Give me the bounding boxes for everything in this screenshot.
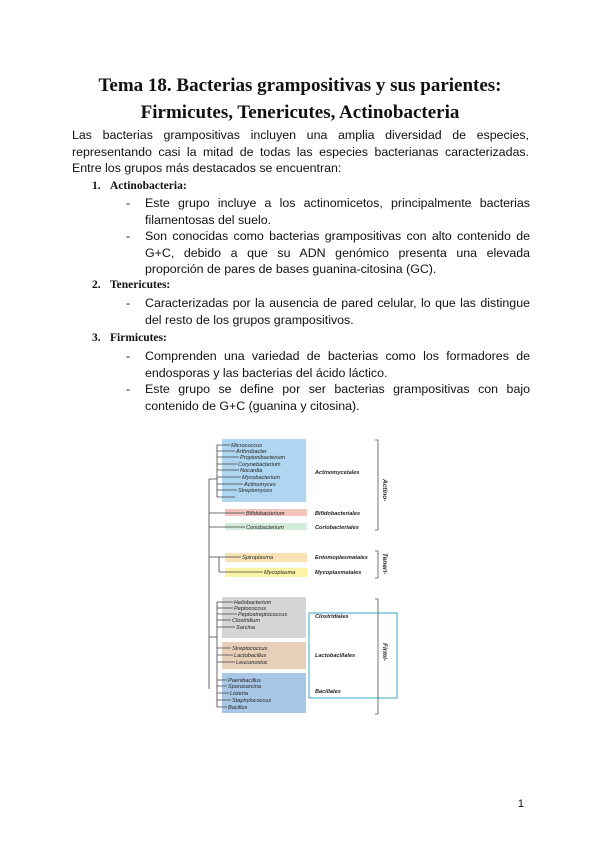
actinobacteria-bracket: [375, 440, 378, 530]
group-name: Tenericutes:: [110, 279, 171, 291]
order-label-mycoplasmatales: Mycoplasmatales: [315, 570, 362, 576]
taxon-label: Lactobacillus: [234, 653, 267, 659]
bullet-dash: -: [126, 229, 131, 243]
order-label-bacillales: Bacillales: [315, 689, 341, 695]
group-heading-actinobacteria: [92, 180, 187, 192]
phylum-label-actino: Actino-: [381, 479, 388, 502]
list-item: [126, 348, 530, 381]
firmicutes-bracket: [375, 599, 378, 714]
group-number: 2.: [92, 279, 101, 291]
list-item: [126, 228, 530, 278]
phylum-label-teneri: Teneri-: [381, 553, 388, 575]
bullet-dash: -: [126, 382, 131, 396]
list-item: [126, 295, 530, 328]
page-number: 1: [517, 798, 524, 810]
taxon-label: Streptomyces: [238, 488, 273, 494]
bullet-text: Este grupo incluye a los actinomicetos, principalmente bacterias filamentosas del suelo.: [145, 196, 530, 227]
taxon-label: Mycobacterium: [242, 475, 280, 481]
bullet-text: Caracterizadas por la ausencia de pared celular, lo que las distingue del resto de los grupos grampositivos.: [145, 296, 530, 327]
page-subtitle: Firmicutes, Tenericutes, Actinobacteria: [140, 102, 460, 123]
taxon-label: Heliobacterium: [234, 600, 272, 606]
taxon-label: Paenibacillus: [228, 678, 261, 684]
taxon-label: Bifidobacterium: [246, 511, 285, 517]
taxon-label: Coriobacterium: [246, 525, 284, 531]
intro-paragraph: Las bacterias grampositivas incluyen una amplia diversidad de especies, representando casi la mitad de todas las especies bacterianas caracterizadas. Entre los grupos más destacados se encuentran:: [72, 128, 529, 175]
taxon-label: Mycoplasma: [264, 570, 296, 576]
taxon-label: Sporosarcina: [228, 684, 261, 690]
bullet-text: Son conocidas como bacterias grampositivas con alto contenido de G+C, debido a que su ADN genómico presenta una elevada proporción de pares de bases guanina-citosina (GC).: [145, 229, 530, 276]
list-item: [126, 381, 530, 414]
taxon-label: Sarcina: [236, 625, 255, 631]
page-title: Tema 18. Bacterias grampositivas y sus parientes:: [98, 75, 502, 96]
taxon-label: Actinomyces: [244, 482, 276, 488]
bullet-dash: -: [126, 349, 131, 363]
taxon-label: Spiroplasma: [242, 555, 274, 561]
taxon-label: Arthrobacter: [236, 449, 267, 455]
group-number: 3.: [92, 332, 101, 344]
phylum-label-firmi: Firmi-: [381, 643, 388, 662]
taxon-label: Propionibacterium: [240, 455, 286, 461]
group-heading-tenericutes: [92, 279, 170, 291]
group-name: Actinobacteria:: [110, 180, 187, 192]
taxon-label: Corynebacterium: [238, 462, 281, 468]
bullet-dash: -: [126, 196, 131, 210]
bullet-text: Comprenden una variedad de bacterias como los formadores de endosporas y las bacterias del ácido láctico.: [145, 349, 530, 380]
list-item: [126, 195, 530, 228]
order-label-coriobacteriales: Coriobacteriales: [315, 525, 359, 531]
taxon-label: Micrococcus: [231, 443, 263, 449]
group-number: 1.: [92, 180, 101, 192]
bullet-text: Este grupo se define por ser bacterias grampositivas con bajo contenido de G+C (guanina y citosina).: [145, 382, 530, 413]
taxon-label: Streptococcus: [232, 646, 268, 652]
group-heading-firmicutes: [92, 332, 167, 344]
taxon-label: Peptococcus: [234, 606, 267, 612]
phylogenetic-tree-figure: [205, 437, 400, 717]
taxon-label: Clostridium: [232, 618, 260, 624]
bullet-dash: -: [126, 296, 131, 310]
group-name: Firmicutes:: [110, 332, 167, 344]
order-label-entomoplasmatales: Entomoplasmatales: [315, 555, 368, 561]
taxon-label: Bacillus: [228, 705, 248, 711]
taxon-label: Leuconostoc: [236, 660, 268, 666]
taxon-label: Nocardia: [240, 468, 263, 474]
taxon-label: Listeria: [230, 691, 249, 697]
tenericutes-bracket: [375, 551, 378, 578]
order-label-clostridiales: Clostridiales: [315, 614, 349, 620]
taxon-label: Staphylococcus: [232, 698, 272, 704]
order-label-actinomycetales: Actinomycetales: [315, 470, 360, 476]
taxon-label: Peptostreptococcus: [238, 612, 288, 618]
order-label-lactobacillales: Lactobacillales: [315, 653, 356, 659]
order-label-bifidobacteriales: Bifidobacteriales: [315, 511, 361, 517]
